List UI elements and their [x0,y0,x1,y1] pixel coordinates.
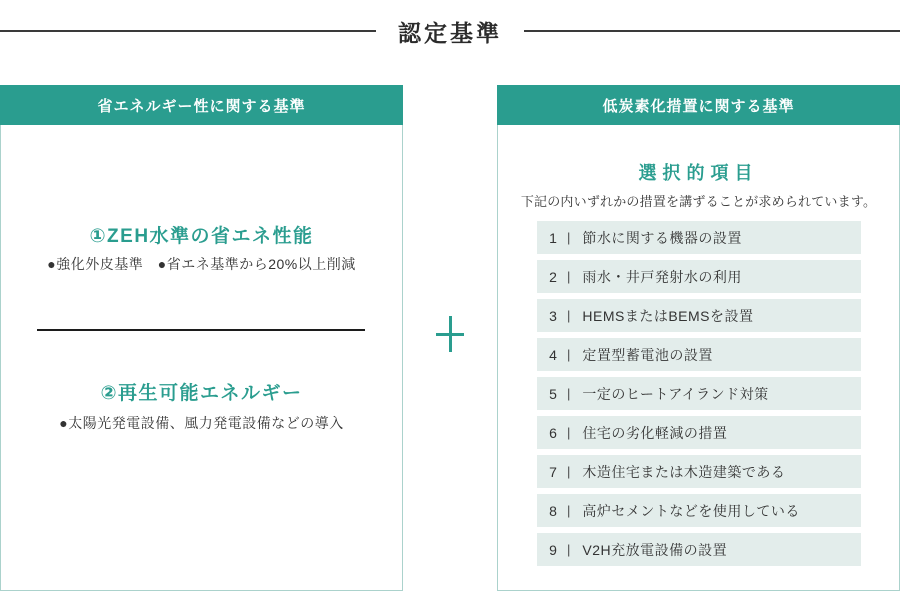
title-line-left [0,30,376,32]
measure-label: 節水に関する機器の設置 [582,229,742,246]
measure-item-4 [537,338,861,371]
page-title: 認定基準 [398,19,502,46]
measure-separator: | [567,269,571,284]
measure-label: V2H充放電設備の設置 [582,541,728,558]
page-title-row [0,10,900,52]
measure-number: 1 [549,229,557,246]
selective-items-description: 下記の内いずれかの措置を講ずることが求められています。 [520,194,877,209]
low-carbon-panel-body [497,125,900,591]
measure-separator: | [567,308,571,323]
measure-item-2 [537,260,861,293]
low-carbon-panel [497,85,900,591]
zeh-level-bullets: ●強化外皮基準 ●省エネ基準から20%以上削減 [47,256,356,272]
renewable-energy-bullets: ●太陽光発電設備、風力発電設備などの導入 [59,415,344,431]
measure-label: 雨水・井戸発射水の利用 [582,268,742,285]
measure-label: 定置型蓄電池の設置 [582,346,713,363]
measure-item-3 [537,299,861,332]
section-divider [37,329,365,331]
measure-separator: | [567,464,571,479]
measure-label: 木造住宅または木造建築である [582,463,786,480]
low-carbon-panel-header: 低炭素化措置に関する基準 [497,85,900,125]
measure-number: 5 [549,385,557,402]
plus-icon-vertical-bar [449,316,452,352]
measure-item-1 [537,221,861,254]
measure-separator: | [567,230,571,245]
selective-items-heading: 選択的項目 [638,163,759,183]
energy-saving-panel [0,85,403,591]
measure-item-5 [537,377,861,410]
measure-number: 7 [549,463,557,480]
measure-number: 3 [549,307,557,324]
energy-saving-panel-body [0,125,403,591]
measure-list [537,221,861,572]
measure-number: 9 [549,541,557,558]
measure-label: 高炉セメントなどを使用している [582,502,800,519]
measure-separator: | [567,386,571,401]
measure-number: 8 [549,502,557,519]
measure-number: 2 [549,268,557,285]
measure-label: 住宅の劣化軽減の措置 [582,424,728,441]
measure-label: 一定のヒートアイランド対策 [582,385,769,402]
measure-number: 6 [549,424,557,441]
measure-separator: | [567,542,571,557]
measure-item-8 [537,494,861,527]
measure-separator: | [567,503,571,518]
zeh-level-heading: ①ZEH水準の省エネ性能 [89,226,314,247]
title-line-right [524,30,900,32]
measure-number: 4 [549,346,557,363]
measure-separator: | [567,347,571,362]
measure-separator: | [567,425,571,440]
renewable-energy-heading: ②再生可能エネルギー [100,383,303,404]
energy-saving-panel-header: 省エネルギー性に関する基準 [0,85,403,125]
plus-icon [436,316,464,352]
measure-label: HEMSまたはBEMSを設置 [582,307,754,324]
measure-item-9 [537,533,861,566]
measure-item-7 [537,455,861,488]
measure-item-6 [537,416,861,449]
